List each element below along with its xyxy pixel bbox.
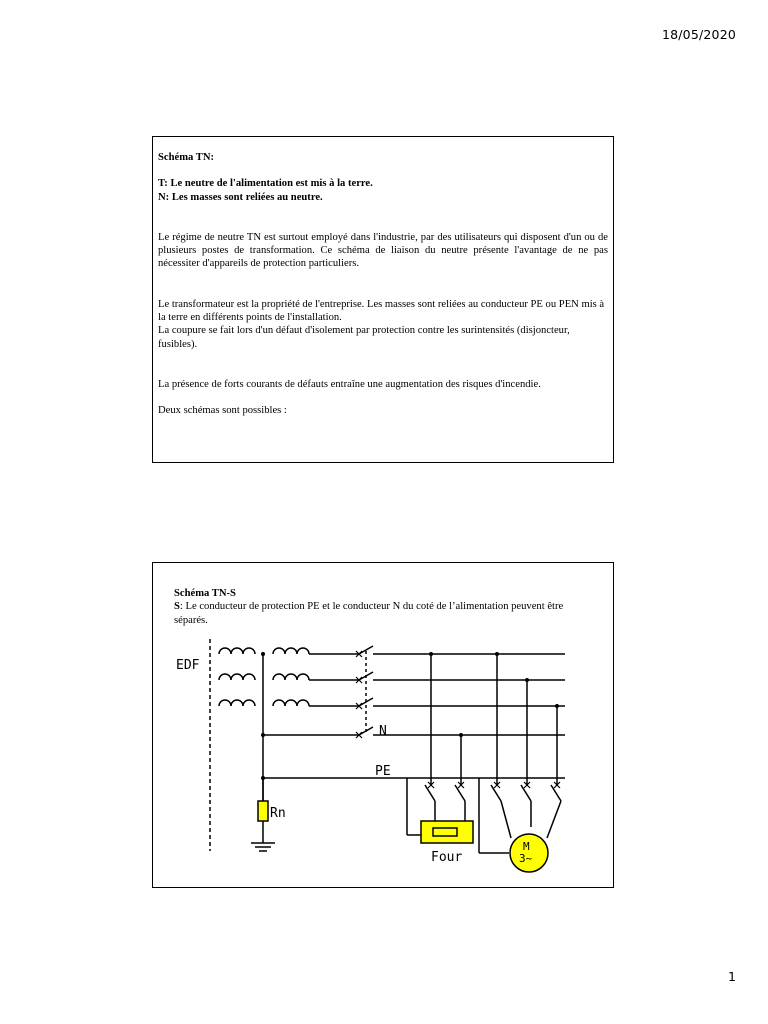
junction-neutral-line (261, 733, 265, 737)
junction-motor-l1 (495, 652, 499, 656)
motor-down-1 (501, 801, 511, 838)
secondary-coil-1 (273, 648, 309, 654)
label-pe: PE (375, 764, 391, 779)
secondary-coil-3 (273, 700, 309, 706)
paragraph-usage: Le régime de neutre TN est surtout employé dans l'industrie, par des utilisateurs qui disposent d'un ou de plusieurs postes de transformation. Ce schéma de liaison du neutre présente l'avantage de ne pas nécessiter d'appareils de protection particuliers. (158, 231, 608, 270)
primary-coil-1 (219, 648, 255, 654)
label-n: N (379, 724, 387, 739)
label-motor-phase: 3~ (519, 852, 533, 865)
junction-pe-source (261, 776, 265, 780)
slide2-description-text: : Le conducteur de protection PE et le conducteur N du coté de l’alimentation peuvent être séparés. (174, 601, 564, 626)
t-definition: T: Le neutre de l'alimentation est mis à la terre. (158, 178, 373, 190)
slide2-title: Schéma TN-S (174, 588, 236, 599)
junction-four-l1 (429, 652, 433, 656)
slide1-title: Schéma TN: (158, 152, 215, 163)
primary-coil-2 (219, 674, 255, 680)
label-four: Four (431, 850, 463, 865)
rn-resistor (258, 801, 268, 821)
four-box (421, 821, 473, 843)
junction-four-n (459, 733, 463, 737)
junction-motor-l2 (525, 678, 529, 682)
label-rn: Rn (270, 806, 286, 821)
label-motor-m: M (523, 840, 530, 853)
label-edf: EDF (176, 658, 200, 673)
s-letter: S (174, 601, 180, 613)
page-date: 18/05/2020 (661, 27, 736, 42)
motor-down-3 (547, 801, 561, 838)
page-number: 1 (728, 969, 736, 984)
tn-s-wiring-diagram (153, 563, 613, 887)
paragraph-fire-risk: La présence de forts courants de défauts entraîne une augmentation des risques d'incendie. (158, 378, 541, 390)
slide-tn-s (152, 562, 614, 888)
paragraph-transformer: Le transformateur est la propriété de l'entreprise. Les masses sont reliées au conducteur PE ou PEN mis à la terre en différents points de l'installation. (158, 298, 605, 324)
primary-coil-3 (219, 700, 255, 706)
junction-motor-l3 (555, 704, 559, 708)
slide-tn-intro (152, 136, 614, 463)
n-definition: N: Les masses sont reliées au neutre. (158, 191, 323, 203)
secondary-coil-2 (273, 674, 309, 680)
paragraph-two-schemes: Deux schémas sont possibles : (158, 405, 287, 417)
paragraph-cutoff: La coupure se fait lors d'un défaut d'isolement par protection contre les surintensités (disjoncteur, fusibles). (158, 325, 570, 350)
junction-neutral-star (261, 652, 265, 656)
